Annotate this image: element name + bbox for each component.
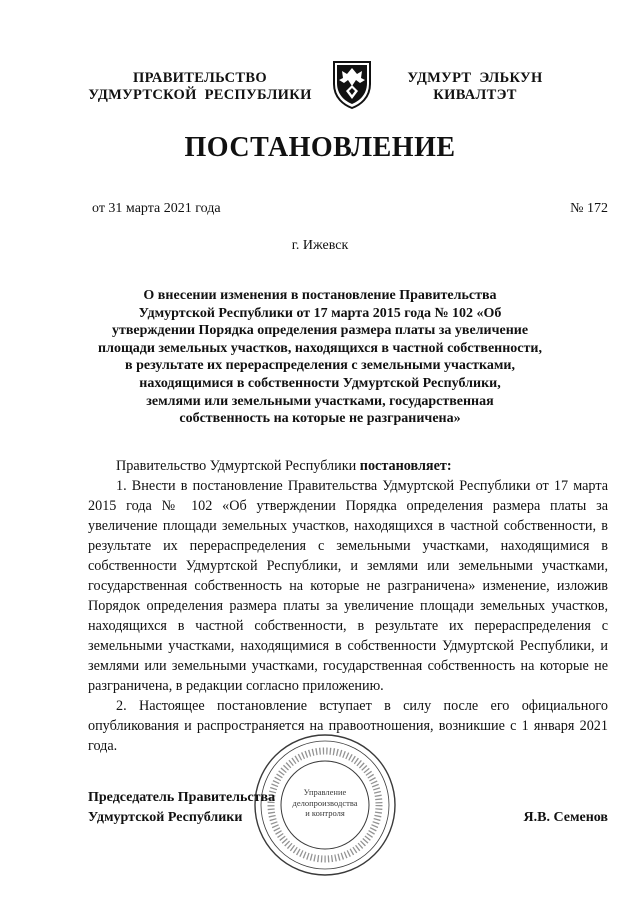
stamp-line: Управление (303, 787, 347, 797)
document-title: ПОСТАНОВЛЕНИЕ (184, 132, 456, 163)
header-right-line2: КИВАЛТЭТ (433, 87, 517, 103)
signature-position (88, 788, 275, 828)
header-right-line1: УДМУРТ ЭЛЬКУН (407, 70, 543, 86)
header-left-line2: УДМУРТСКОЙ РЕСПУБЛИКИ (88, 87, 312, 103)
document-date: от 31 марта 2021 года (92, 201, 221, 216)
subject-line: находящимися в собственности Удмуртской Республики, (139, 375, 501, 391)
intro-text: Правительство Удмуртской Республики (116, 458, 357, 474)
city: г. Ижевск (291, 238, 349, 253)
subject-line: О внесении изменения в постановление Правительства (143, 288, 497, 303)
body-intro (88, 456, 608, 476)
subject-line: площади земельных участков, находящихся в частной собственности, (98, 340, 542, 356)
signature-line1: Председатель Правительства (88, 790, 276, 805)
document-body (88, 456, 608, 756)
subject-line: утверждении Порядка определения размера платы за увеличение (111, 323, 529, 339)
subject-line: Удмуртской Республики от 17 марта 2015 года № 102 «Об (138, 305, 502, 321)
intro-bold: постановляет: (359, 458, 452, 474)
header-left-line1: ПРАВИТЕЛЬСТВО (133, 70, 267, 86)
stamp-line: делопроизводства (292, 797, 358, 808)
subject-line: в результате их перераспределения с земельными участками, (125, 358, 515, 374)
stamp-line: и контроля (305, 808, 345, 818)
signature-line2: Удмуртской Республики (88, 810, 243, 825)
paragraph-1: 1. Внести в постановление Правительства Удмуртской Республики от 17 марта 2015 года № 102 «Об утверждении Порядка определения размера платы за увеличение площади земельных участков, находящихся в частной собственности, в результате их перераспределения с земельными участками, находящимися в собственности Удмуртской Республики, и землями или земельными участками, государственная собственность на которые не разграничена» изменение, изложив Порядок определения размера платы за увеличение площади земельных участков, находящихся в частной собственности, в результате их перераспределения с земельными участками, находящимися в собственности Удмуртской Республики, и землями или земельными участками, государственная собственность на которые не разграничена, в редакции согласно приложению. (88, 478, 608, 694)
coat-of-arms-emblem (330, 58, 374, 110)
header-left (70, 70, 330, 104)
paragraph-2: 2. Настоящее постановление вступает в силу после его официального опубликования и распространяется на правоотношения, возникшие с 1 января 2021 года. (88, 698, 608, 754)
document-number: № 172 (570, 201, 608, 216)
document-subject (60, 287, 580, 428)
subject-line: землями или земельными участками, государственная (146, 393, 494, 409)
signatory-name: Я.В. Семенов (523, 810, 608, 825)
header-right (395, 70, 555, 104)
subject-line: собственность на которые не разграничена» (179, 411, 461, 427)
